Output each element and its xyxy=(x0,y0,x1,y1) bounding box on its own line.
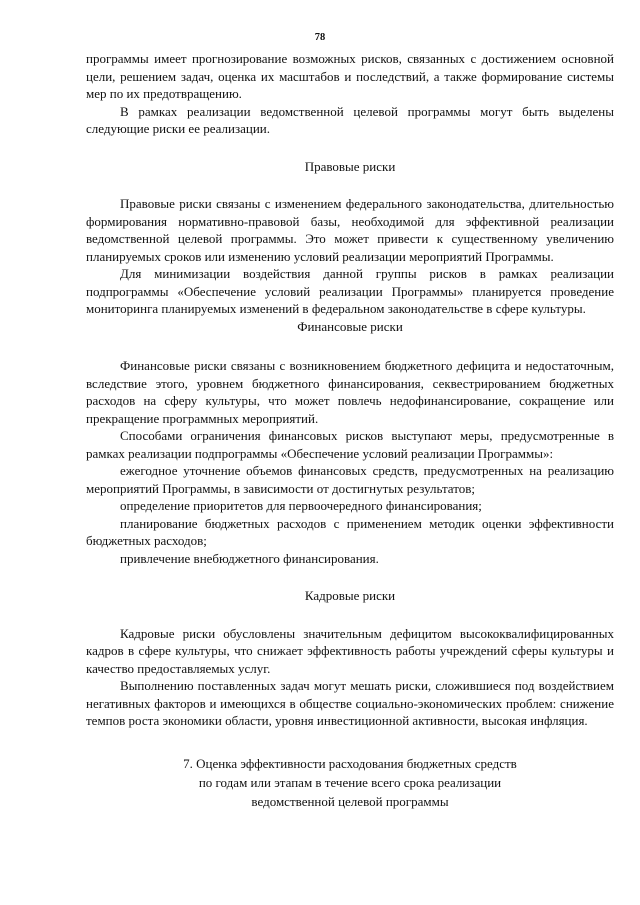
legal-risks-heading: Правовые риски xyxy=(304,158,396,174)
intro-paragraph-1: программы имеет прогнозирование возможных рисков, связанных с достижением основной цели, решением задач, оценка их масштабов и последствий, а также формирование системы мер по их предотвращению. xyxy=(86,51,614,101)
financial-measure-2: определение приоритетов для первоочередного финансирования; xyxy=(120,498,482,513)
section-7-title xyxy=(86,754,614,811)
section-7-title-line-3: ведомственной целевой программы xyxy=(251,793,449,809)
financial-measure-4: привлечение внебюджетного финансирования. xyxy=(120,550,379,566)
document-body xyxy=(86,50,614,811)
staff-paragraph-2: Выполнению поставленных задач могут мешать риски, сложившиеся под воздействием негативных факторов и имеющихся в обществе социально-экономических проблем: снижение темпов роста экономики области, уровня инвестиционной активности, высокая инфляция. xyxy=(86,678,614,728)
page-number: 78 xyxy=(314,32,326,43)
financial-measure-1: ежегодное уточнение объемов финансовых средств, предусмотренных на реализацию мероприятий Программы, в зависимости от достигнутых результатов; xyxy=(86,463,614,496)
staff-paragraph-1: Кадровые риски обусловлены значительным дефицитом высококвалифицированных кадров в сфере культуры, что снижает эффективность работы учреждений сферы культуры и качество предоставляемых услуг. xyxy=(86,625,614,676)
staff-risks-heading: Кадровые риски xyxy=(304,588,396,603)
financial-paragraph-2: Способами ограничения финансовых рисков выступают меры, предусмотренные в рамках реализации подпрограммы «Обеспечение условий реализации Программы»: xyxy=(86,428,614,461)
financial-paragraph-1: Финансовые риски связаны с возникновением бюджетного дефицита и недостаточным, вследствие этого, уровнем бюджетного финансирования, секвестрированием бюджетных расходов на сферу культуры, что может повлечь недофинансирование, сокращение или прекращение программных мероприятий. xyxy=(86,358,614,426)
section-7-title-line-2: по годам или этапам в течение всего срока реализации xyxy=(198,774,502,790)
financial-measure-3: планирование бюджетных расходов с применением методик оценки эффективности бюджетных расходов; xyxy=(86,515,614,548)
legal-paragraph-1: Правовые риски связаны с изменением федерального законодательства, длительностью формирования нормативно-правовой базы, необходимой для эффективной реализации ведомственной целевой программы. Это может привести к существенному увеличению планируемых сроков или изменению условий реализации мероприятий Программы. xyxy=(86,196,614,264)
intro-paragraph-2: В рамках реализации ведомственной целевой программы могут быть выделены следующие риски ее реализации. xyxy=(86,103,614,136)
section-7-title-line-1: 7. Оценка эффективности расходования бюджетных средств xyxy=(183,755,517,771)
legal-paragraph-2: Для минимизации воздействия данной группы рисков в рамках реализации подпрограммы «Обеспечение условий реализации Программы» планируется проведение мониторинга планируемых изменений в федеральном законодательстве в сфере культуры. xyxy=(86,266,614,316)
financial-risks-heading: Финансовые риски xyxy=(297,318,403,334)
